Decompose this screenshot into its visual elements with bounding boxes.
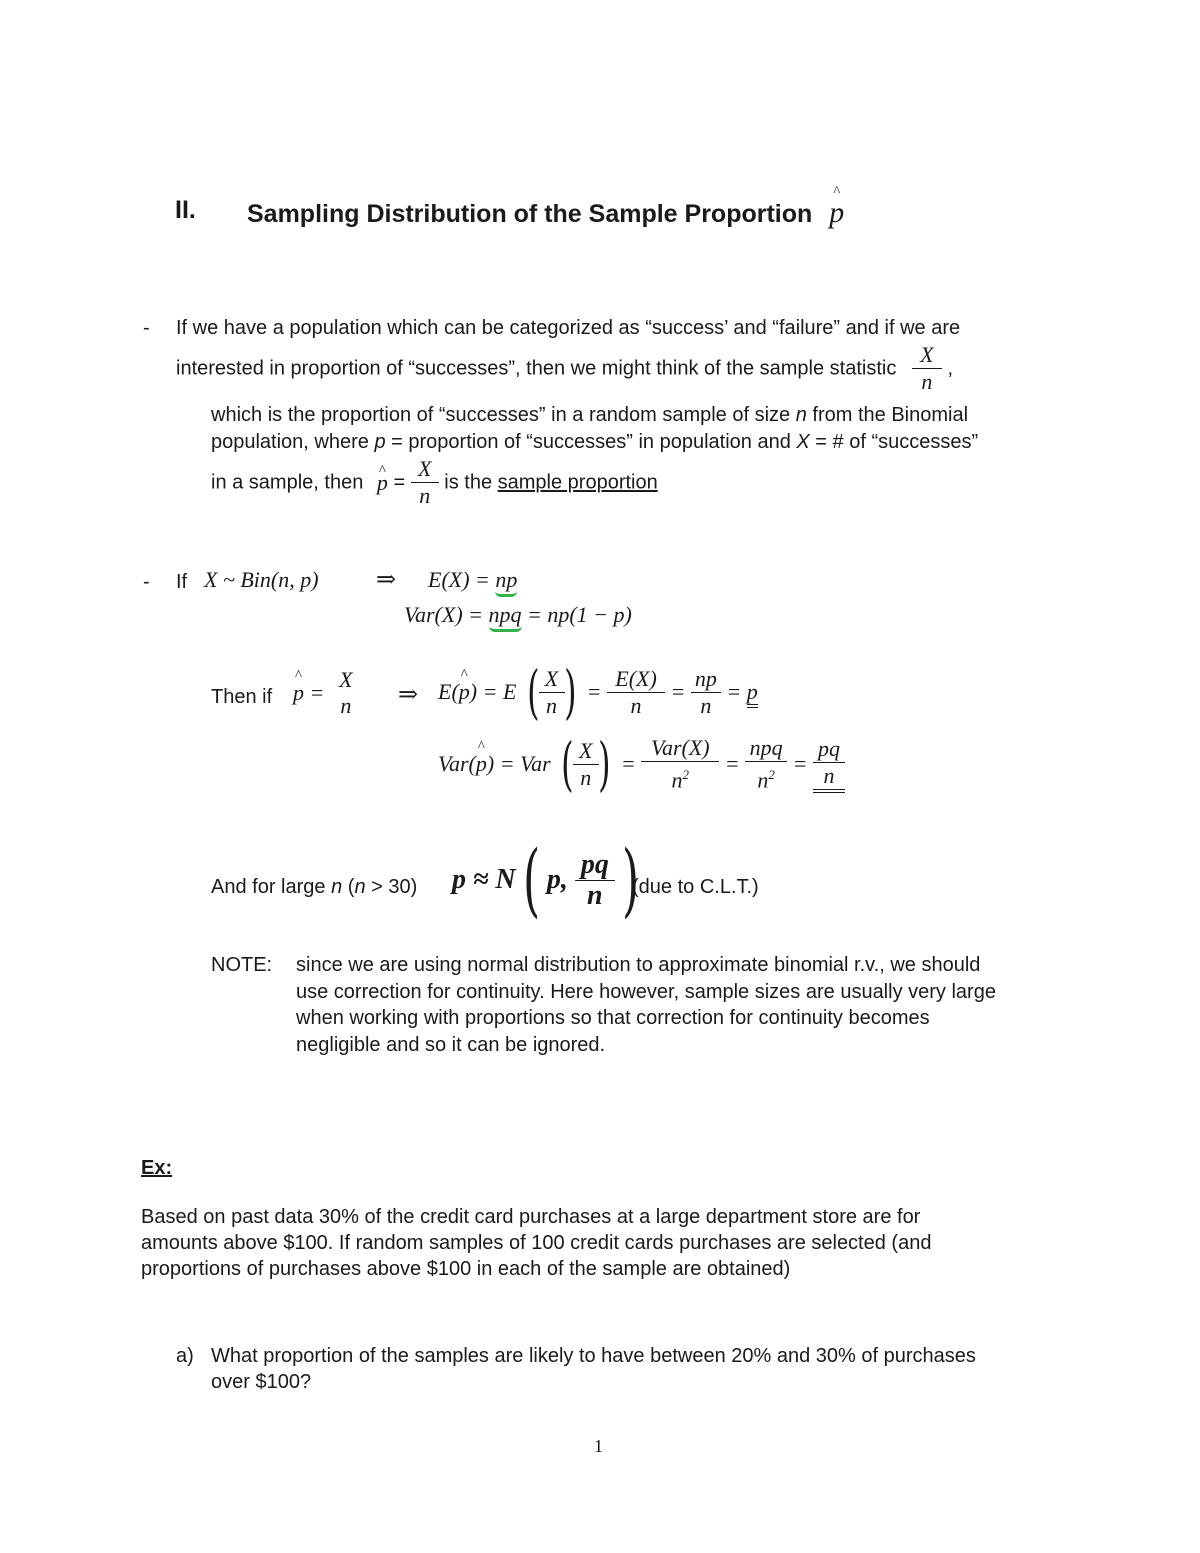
fraction-denominator: n bbox=[587, 879, 603, 911]
variance-x bbox=[404, 602, 632, 628]
text-segment: = proportion of “successes” in population and bbox=[391, 431, 791, 453]
e-rhs: ) = E bbox=[469, 679, 517, 704]
equals: = bbox=[393, 471, 406, 494]
bullet-dash: - bbox=[143, 317, 150, 339]
fraction-numerator: Var(X) bbox=[641, 735, 719, 762]
equals: = bbox=[586, 679, 602, 704]
example-label: Ex: bbox=[141, 1157, 173, 1179]
text-segment: > 30) bbox=[371, 876, 418, 898]
ex-lhs: E(X) = bbox=[428, 567, 490, 592]
fraction-denominator: n bbox=[921, 369, 933, 394]
bullet1-line4 bbox=[211, 430, 978, 454]
note-line-4: negligible and so it can be ignored. bbox=[296, 1034, 606, 1056]
variance-phat bbox=[438, 730, 845, 799]
left-paren: ( bbox=[561, 730, 574, 799]
left-paren: ( bbox=[522, 833, 540, 926]
implies-arrow: ⇒ bbox=[398, 682, 419, 708]
section-heading bbox=[175, 196, 196, 225]
text-segment: is the bbox=[444, 471, 493, 494]
var-n: n bbox=[331, 876, 343, 898]
right-paren: ) bbox=[563, 658, 577, 726]
e-lhs: E( bbox=[438, 679, 459, 704]
fraction-x-over-n bbox=[539, 666, 565, 719]
section-title-text: Sampling Distribution of the Sample Proportion bbox=[247, 200, 813, 228]
var-lhs: Var( bbox=[438, 751, 476, 777]
fraction-np-over-n bbox=[691, 666, 721, 719]
equals: = bbox=[724, 751, 740, 777]
fraction-x-over-n bbox=[411, 456, 439, 509]
fraction-numerator: pq bbox=[575, 850, 615, 881]
question-line-1: What proportion of the samples are likely to have between 20% and 30% of purchases bbox=[211, 1345, 976, 1367]
equals: = bbox=[670, 679, 686, 704]
text-segment: in a sample, then bbox=[211, 471, 364, 494]
p-hat-symbol: ^ p bbox=[829, 196, 844, 230]
exponent: 2 bbox=[768, 767, 775, 782]
fraction-denominator: n bbox=[546, 692, 558, 718]
normal-approximation bbox=[452, 833, 646, 926]
note-label: NOTE: bbox=[211, 954, 273, 976]
fraction-numerator: X bbox=[912, 342, 942, 369]
exponent: 2 bbox=[682, 767, 690, 782]
equals: = bbox=[726, 679, 742, 704]
bullet1-line5 bbox=[211, 456, 658, 509]
then-if-label: Then if bbox=[211, 686, 273, 708]
example-line-2: amounts above $100. If random samples of 100 credit cards purchases are selected (and bbox=[141, 1232, 932, 1254]
fraction-denominator bbox=[745, 762, 787, 793]
expectation-x bbox=[428, 567, 517, 593]
p-hat: ^ p bbox=[293, 680, 304, 706]
var-p: p bbox=[374, 431, 386, 453]
phat-def bbox=[293, 667, 362, 719]
var-n: n bbox=[795, 404, 807, 426]
equals: = bbox=[309, 680, 325, 705]
var-x: X bbox=[796, 431, 810, 453]
expectation-phat bbox=[438, 658, 758, 726]
fraction-denominator: n bbox=[340, 693, 352, 718]
clt-note: (due to C.L.T.) bbox=[632, 876, 759, 898]
fraction-denominator: n bbox=[580, 764, 592, 790]
section-title bbox=[247, 196, 844, 230]
fraction-pq-over-n bbox=[575, 850, 615, 911]
fraction-denominator: n bbox=[700, 692, 712, 718]
fraction-pq-over-n bbox=[813, 736, 845, 793]
note-line-2: use correction for continuity. Here however, sample sizes are usually very large bbox=[296, 981, 996, 1003]
fraction-numerator: pq bbox=[813, 736, 845, 763]
text-segment: ( bbox=[347, 876, 355, 898]
question-label: a) bbox=[176, 1345, 194, 1367]
p-hat: ^ p bbox=[377, 471, 388, 495]
question-line-2: over $100? bbox=[211, 1371, 312, 1393]
p-hat: ^ p bbox=[459, 679, 470, 705]
fraction-numerator: X bbox=[573, 738, 599, 765]
fraction-numerator: X bbox=[339, 667, 353, 692]
text-segment: which is the proportion of “successes” in a random sample of size bbox=[211, 404, 791, 426]
bullet1-line1: If we have a population which can be categorized as “success’ and “failure” and if we are bbox=[176, 317, 961, 339]
implies-arrow: ⇒ bbox=[376, 567, 397, 593]
fraction-varx-over-n2 bbox=[641, 735, 719, 793]
bullet-dash: - bbox=[143, 571, 150, 593]
var-npq: npq bbox=[489, 602, 522, 632]
equals: = bbox=[620, 751, 636, 777]
right-paren: ) bbox=[621, 833, 640, 926]
var-rhs: = np(1 − p) bbox=[527, 602, 632, 627]
phat-approx-n: p ≈ N bbox=[452, 864, 516, 895]
text-segment: = # of “successes” bbox=[815, 431, 979, 453]
ex-np: np bbox=[495, 567, 517, 597]
n: n bbox=[757, 767, 769, 793]
fraction-x-over-n bbox=[330, 667, 362, 719]
note-line-1: since we are using normal distribution to approximate binomial r.v., we should bbox=[296, 954, 981, 976]
var-lhs: Var(X) = bbox=[404, 602, 483, 627]
right-paren: ) bbox=[597, 730, 611, 799]
fraction-denominator: n bbox=[630, 692, 642, 718]
result-p: p bbox=[747, 679, 758, 708]
fraction-x-over-n bbox=[912, 342, 942, 395]
fraction-numerator: X bbox=[411, 456, 439, 483]
bullet1-line2-text: interested in proportion of “successes”, then we might think of the sample statistic bbox=[176, 357, 897, 380]
fraction-ex-over-n bbox=[607, 666, 665, 719]
example-line-1: Based on past data 30% of the credit card purchases at a large department store are for bbox=[141, 1206, 921, 1228]
binomial-def: X ~ Bin(n, p) bbox=[204, 567, 319, 592]
fraction-denominator bbox=[641, 762, 719, 793]
mean-p: p, bbox=[546, 864, 568, 895]
comma: , bbox=[947, 357, 954, 380]
text-segment: And for large bbox=[211, 876, 326, 898]
text-segment: from the Binomial bbox=[812, 404, 969, 426]
n: n bbox=[671, 767, 683, 793]
bullet1-line2 bbox=[176, 342, 953, 395]
var-n: n bbox=[354, 876, 366, 898]
large-n-label bbox=[211, 875, 417, 899]
fraction-npq-over-n2 bbox=[745, 735, 787, 793]
page-number: 1 bbox=[594, 1436, 603, 1456]
note-line-3: when working with proportions so that correction for continuity becomes bbox=[296, 1007, 930, 1029]
sample-proportion-term: sample proportion bbox=[497, 471, 658, 494]
fraction-denominator: n bbox=[419, 483, 431, 508]
var-rhs: ) = Var bbox=[486, 751, 551, 777]
fraction-x-over-n bbox=[573, 738, 599, 791]
example-line-3: proportions of purchases above $100 in each of the sample are obtained) bbox=[141, 1258, 791, 1280]
fraction-numerator: E(X) bbox=[607, 666, 665, 693]
fraction-numerator: X bbox=[539, 666, 565, 693]
p-hat: ^ p bbox=[476, 751, 487, 777]
fraction-denominator: n bbox=[813, 763, 845, 793]
left-paren: ( bbox=[526, 658, 540, 726]
fraction-numerator: np bbox=[691, 666, 721, 693]
section-number: II. bbox=[175, 196, 196, 224]
text-segment: population, where bbox=[211, 431, 369, 453]
bullet1-line3 bbox=[211, 403, 968, 427]
equals: = bbox=[792, 751, 808, 777]
if-label: If bbox=[176, 571, 188, 593]
fraction-numerator: npq bbox=[745, 735, 787, 762]
